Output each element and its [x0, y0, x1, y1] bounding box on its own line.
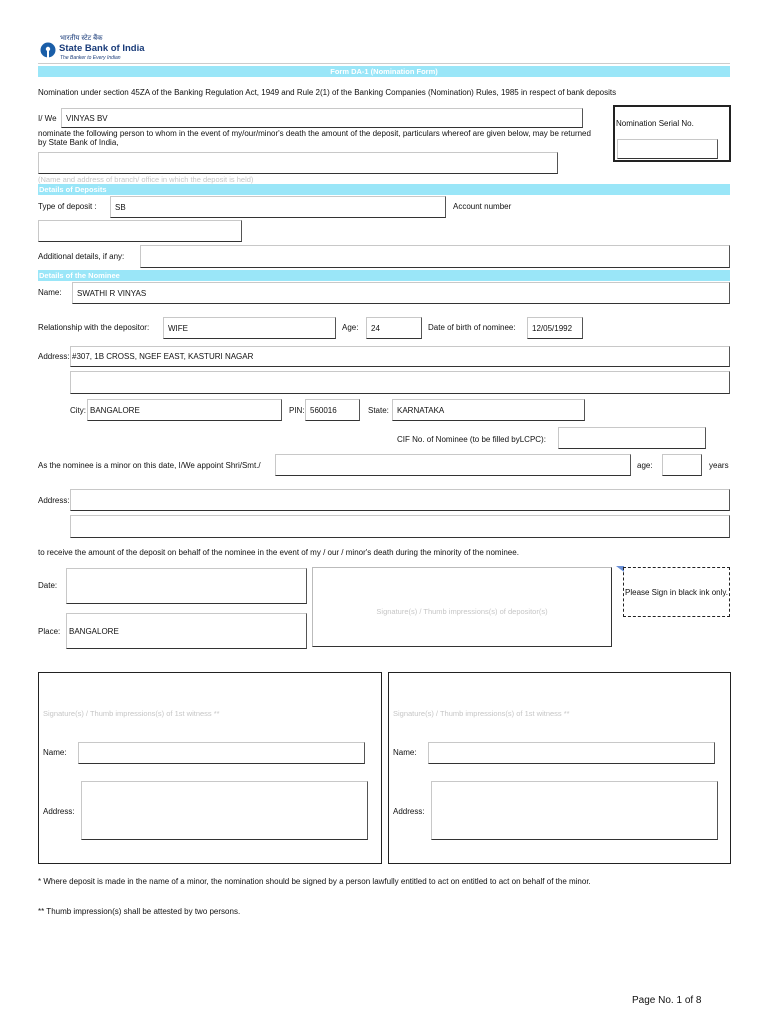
logo-rule: [38, 63, 730, 64]
nominate-text: nominate the following person to whom in the event of my/our/minor's death the amount of the deposit, particulars whereof are given below, may be returned: [38, 129, 591, 138]
guardian-years-label: years: [709, 461, 729, 470]
nominee-address-field-2[interactable]: [70, 371, 730, 394]
additional-details-field[interactable]: [140, 245, 730, 268]
dob-field[interactable]: 12/05/1992: [527, 317, 583, 339]
witness-2-frame: [388, 672, 731, 864]
relationship-field[interactable]: WIFE: [163, 317, 336, 339]
place-field[interactable]: BANGALORE: [66, 613, 307, 649]
guardian-address-label: Address:: [38, 496, 70, 505]
cif-label: CIF No. of Nominee (to be filled byLCPC):: [397, 435, 546, 444]
relationship-label: Relationship with the depositor:: [38, 323, 150, 332]
city-field[interactable]: BANGALORE: [87, 399, 282, 421]
branch-hint: (Name and address of branch/ office in which the deposit is held): [38, 175, 254, 184]
guardian-address-field-1[interactable]: [70, 489, 730, 511]
witness-2-address-field[interactable]: [431, 781, 718, 840]
nominee-name-label: Name:: [38, 288, 62, 297]
state-field[interactable]: KARNATAKA: [392, 399, 585, 421]
iwe-field[interactable]: VINYAS BV: [61, 108, 583, 128]
depositor-signature-hint: Signature(s) / Thumb impressions(s) of depositor(s): [376, 607, 548, 616]
city-label: City:: [70, 406, 86, 415]
witness-1-address-label: Address:: [43, 807, 75, 816]
guardian-name-field[interactable]: [275, 454, 631, 476]
witness-1-signature-hint: Signature(s) / Thumb impressions(s) of 1st witness **: [43, 709, 220, 718]
branch-field[interactable]: [38, 152, 558, 174]
footnote-minor: * Where deposit is made in the name of a minor, the nomination should be signed by a person lawfully entitled to act on entitled to act on behalf of the minor.: [38, 877, 591, 886]
please-sign-note: [623, 567, 730, 617]
guardian-age-field[interactable]: [662, 454, 702, 476]
witness-2-name-label: Name:: [393, 748, 417, 757]
witness-1-name-field[interactable]: [78, 742, 365, 764]
witness-1-name-label: Name:: [43, 748, 67, 757]
nominee-address-field-1[interactable]: #307, 1B CROSS, NGEF EAST, KASTURI NAGAR: [70, 346, 730, 367]
age-label: Age:: [342, 323, 359, 332]
age-field[interactable]: 24: [366, 317, 422, 339]
additional-details-label: Additional details, if any:: [38, 252, 125, 261]
guardian-address-field-2[interactable]: [70, 515, 730, 538]
nominee-header: Details of the Nominee: [38, 270, 730, 281]
witness-1-frame: [38, 672, 382, 864]
iwe-label: I/ We: [38, 114, 57, 123]
cif-field[interactable]: [558, 427, 706, 449]
place-label: Place:: [38, 627, 61, 636]
logo-tagline: The Banker to Every Indian: [60, 55, 121, 61]
account-number-field[interactable]: [38, 220, 242, 242]
witness-2-signature-hint: Signature(s) / Thumb impressions(s) of 1st witness **: [393, 709, 570, 718]
date-label: Date:: [38, 581, 58, 590]
receive-text: to receive the amount of the deposit on behalf of the nominee in the event of my / our / minor's death during the minority of the nominee.: [38, 548, 519, 557]
witness-2-name-field[interactable]: [428, 742, 715, 764]
sbi-logo: [40, 35, 160, 64]
pin-label: PIN:: [289, 406, 305, 415]
date-field[interactable]: [66, 568, 307, 604]
deposits-header: Details of Deposits: [38, 184, 730, 195]
state-label: State:: [368, 406, 389, 415]
guardian-age-label: age:: [637, 461, 653, 470]
logo-hindi: भारतीय स्टेट बैंक: [60, 35, 103, 42]
sbi-keyhole-icon: [40, 42, 56, 58]
pin-field[interactable]: 560016: [305, 399, 360, 421]
witness-1-address-field[interactable]: [81, 781, 368, 840]
intro-text: Nomination under section 45ZA of the Banking Regulation Act, 1949 and Rule 2(1) of the Banking Companies (Nomination) Rules, 1985 in respect of bank deposits: [38, 88, 617, 97]
logo-name: State Bank of India: [59, 43, 145, 54]
nomination-serial-label: Nomination Serial No.: [616, 119, 694, 128]
footnote-thumb: ** Thumb impression(s) shall be attested by two persons.: [38, 907, 241, 916]
account-number-label: Account number: [453, 202, 512, 211]
form-title: Form DA-1 (Nomination Form): [38, 66, 730, 77]
please-sign-text: Please Sign in black ink only.: [625, 587, 729, 597]
dob-label: Date of birth of nominee:: [428, 323, 516, 332]
deposit-type-label: Type of deposit :: [38, 202, 97, 211]
deposit-type-field[interactable]: SB: [110, 196, 446, 218]
page-number: Page No. 1 of 8: [632, 995, 702, 1006]
guardian-appoint-label: As the nominee is a minor on this date, I/We appoint Shri/Smt./: [38, 461, 261, 470]
nominee-name-field[interactable]: SWATHI R VINYAS: [72, 282, 730, 304]
nominee-address-label: Address:: [38, 352, 70, 361]
nomination-serial-field[interactable]: [617, 139, 718, 159]
witness-2-address-label: Address:: [393, 807, 425, 816]
depositor-signature-box[interactable]: [312, 567, 612, 647]
nominate-text-2: by State Bank of India,: [38, 138, 119, 147]
